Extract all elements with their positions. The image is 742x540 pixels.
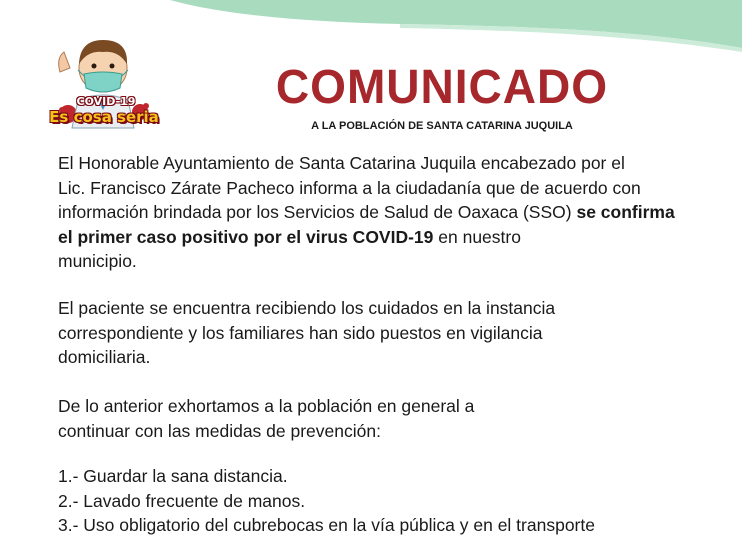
- list-item: 1.- Guardar la sana distancia.: [58, 466, 288, 486]
- paragraph-line: continuar con las medidas de prevención:: [58, 420, 381, 441]
- text-normal: en nuestro: [433, 226, 521, 247]
- list-item: 2.- Lavado frecuente de manos.: [58, 490, 306, 511]
- page-title: COMUNICADO: [275, 61, 609, 114]
- text-emphasis: el primer caso positivo por el virus COVID-19: [58, 226, 434, 247]
- paragraph-announcement: [58, 151, 718, 274]
- paragraph-line: [58, 225, 718, 250]
- list-item: 3.- Uso obligatorio del cubrebocas en la vía pública y en el transporte: [58, 515, 595, 535]
- paragraph-exhortation: [58, 394, 718, 443]
- paragraph-line: De lo anterior exhortamos a la población en general a: [58, 396, 475, 416]
- paragraph-line: [58, 200, 718, 225]
- logo-badge-es-cosa-seria: Es cosa seria: [49, 108, 159, 126]
- paragraph-line: domiciliaria.: [58, 347, 151, 367]
- logo-badge-covid: COVID-19: [76, 95, 136, 108]
- paragraph-line: El paciente se encuentra recibiendo los cuidados en la instancia: [58, 298, 556, 318]
- text-normal: información brindada por los Servicios de Salud de Oaxaca (SSO): [58, 202, 577, 222]
- page-subtitle: A LA POBLACIÓN DE SANTA CATARINA JUQUILA: [311, 120, 573, 132]
- prevention-measures-list: [58, 464, 718, 538]
- paragraph-line: Lic. Francisco Zárate Pacheco informa a la ciudadanía que de acuerdo con: [58, 177, 641, 198]
- paragraph-patient-status: [58, 296, 718, 370]
- paragraph-line: correspondiente y los familiares han sido puestos en vigilancia: [58, 322, 543, 343]
- paragraph-line: El Honorable Ayuntamiento de Santa Catarina Juquila encabezado por el: [58, 153, 625, 173]
- text-emphasis: se confirma: [576, 202, 675, 222]
- paragraph-line: municipio.: [58, 251, 137, 271]
